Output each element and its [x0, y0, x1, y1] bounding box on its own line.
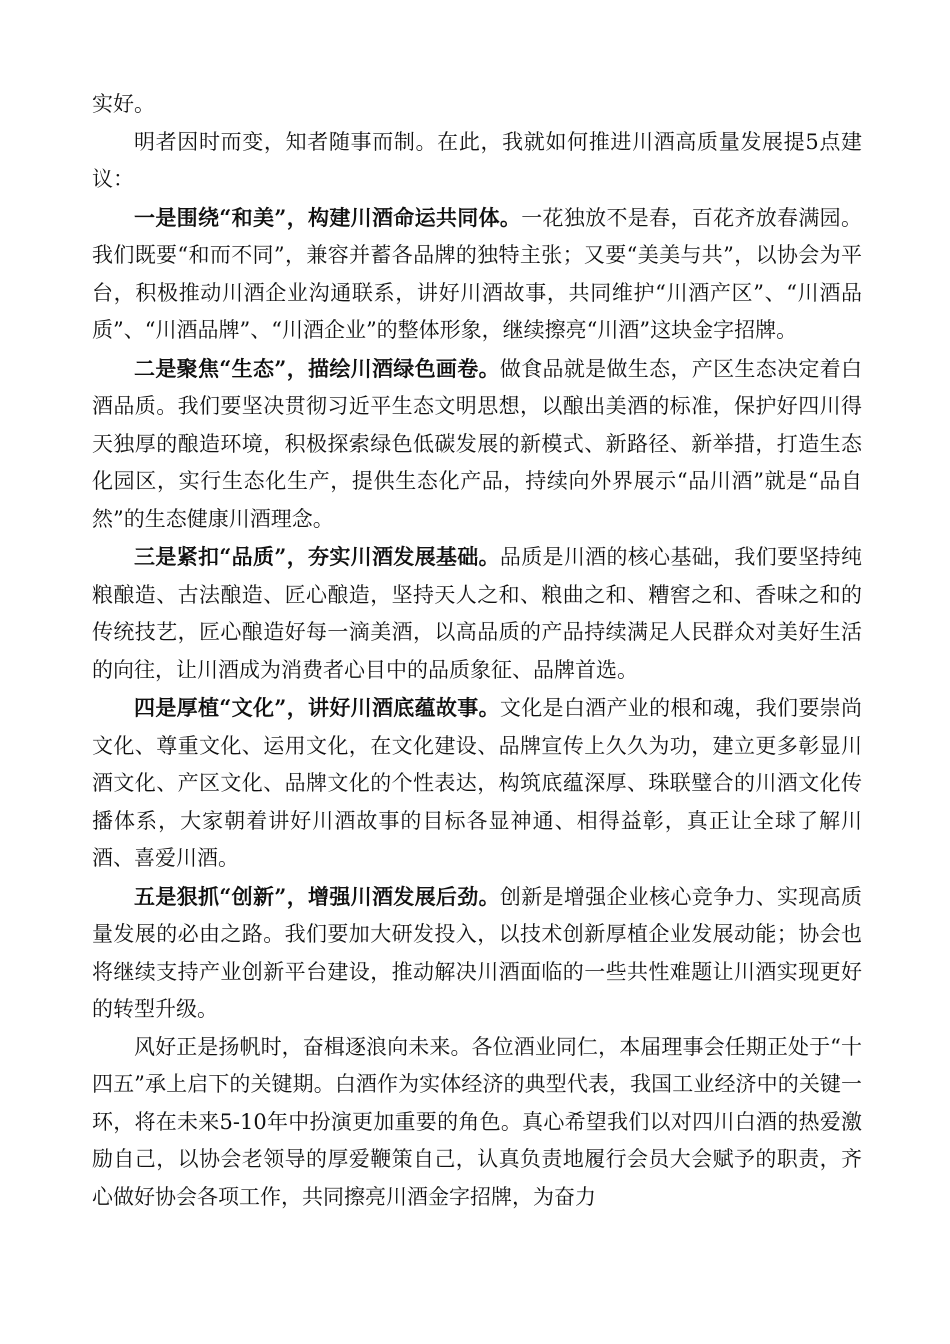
paragraph-heading: 三是紧扣“品质”，夯实川酒发展基础。 [134, 544, 500, 569]
paragraph-text: 风好正是扬帆时，奋楫逐浪向未来。各位酒业同仁，本届理事会任期正处于“十四五”承上启下的关键期。白酒作为实体经济的典型代表，我国工业经济中的关键一环，将在未来5-10年中扮演更加重要的角色。真心希望我们以对四川白酒的热爱激励自己，以协会老领导的厚爱鞭策自己，认真负责地履行会员大会赋予的职责，齐心做好协会各项工作，共同擦亮川酒金字招牌，为奋力 [92, 1034, 862, 1209]
paragraph-intro [92, 124, 862, 199]
paragraph-text: 一花独放不是春，百花齐放春满园。我们既要“和而不同”，兼容并蓄各品牌的独特主张；又要“美美与共”，以协会为平台，积极推动川酒企业沟通联系，讲好川酒故事，共同维护“川酒产区”、“川酒品质”、“川酒品牌”、“川酒企业”的整体形象，继续擦亮“川酒”这块金字招牌。 [92, 205, 862, 342]
paragraph-continuation [92, 86, 862, 124]
paragraph-heading: 一是围绕“和美”，构建川酒命运共同体。 [134, 204, 522, 230]
paragraph-heading: 五是狠抓“创新”，增强川酒发展后劲。 [134, 883, 500, 909]
paragraph-heading: 二是聚焦“生态”，描绘川酒绿色画卷。 [134, 355, 500, 381]
paragraph-closing [92, 1029, 862, 1217]
paragraph-heading: 四是厚植“文化”，讲好川酒底蕴故事。 [134, 695, 500, 720]
paragraph-text: 明者因时而变，知者随事而制。在此，我就如何推进川酒高质量发展提5点建议： [92, 129, 862, 191]
paragraph-text: 品质是川酒的核心基础，我们要坚持纯粮酿造、古法酿造、匠心酿造，坚持天人之和、粮曲之和、糟窖之和、香味之和的传统技艺，匠心酿造好每一滴美酒，以高品质的产品持续满足人民群众对美好生活的向往，让川酒成为消费者心目中的品质象征、品牌首选。 [92, 545, 862, 682]
paragraph-suggestion-3 [92, 538, 862, 689]
paragraph-text: 文化是白酒产业的根和魂，我们要崇尚文化、尊重文化、运用文化，在文化建设、品牌宣传上久久为功，建立更多彰显川酒文化、产区文化、品牌文化的个性表达，构筑底蕴深厚、珠联璧合的川酒文化传播体系，大家朝着讲好川酒故事的目标各显神通、相得益彰，真正让全球了解川酒、喜爱川酒。 [92, 696, 862, 870]
paragraph-text: 创新是增强企业核心竞争力、实现高质量发展的必由之路。我们要加大研发投入，以技术创新厚植企业发展动能；协会也将继续支持产业创新平台建设，推动解决川酒面临的一些共性难题让川酒实现更好的转型升级。 [92, 884, 862, 1021]
paragraph-text: 实好。 [92, 92, 155, 116]
paragraph-suggestion-2 [92, 350, 862, 539]
paragraph-suggestion-5 [92, 878, 862, 1029]
paragraph-text: 做食品就是做生态，产区生态决定着白酒品质。我们要坚决贯彻习近平生态文明思想，以酿出美酒的标准，保护好四川得天独厚的酿造环境，积极探索绿色低碳发展的新模式、新路径、新举措，打造生态化园区，实行生态化生产，提供生态化产品，持续向外界展示“品川酒”就是“品自然”的生态健康川酒理念。 [92, 356, 862, 531]
paragraph-suggestion-1 [92, 199, 862, 350]
paragraph-suggestion-4 [92, 689, 862, 878]
document-page [92, 86, 862, 1216]
